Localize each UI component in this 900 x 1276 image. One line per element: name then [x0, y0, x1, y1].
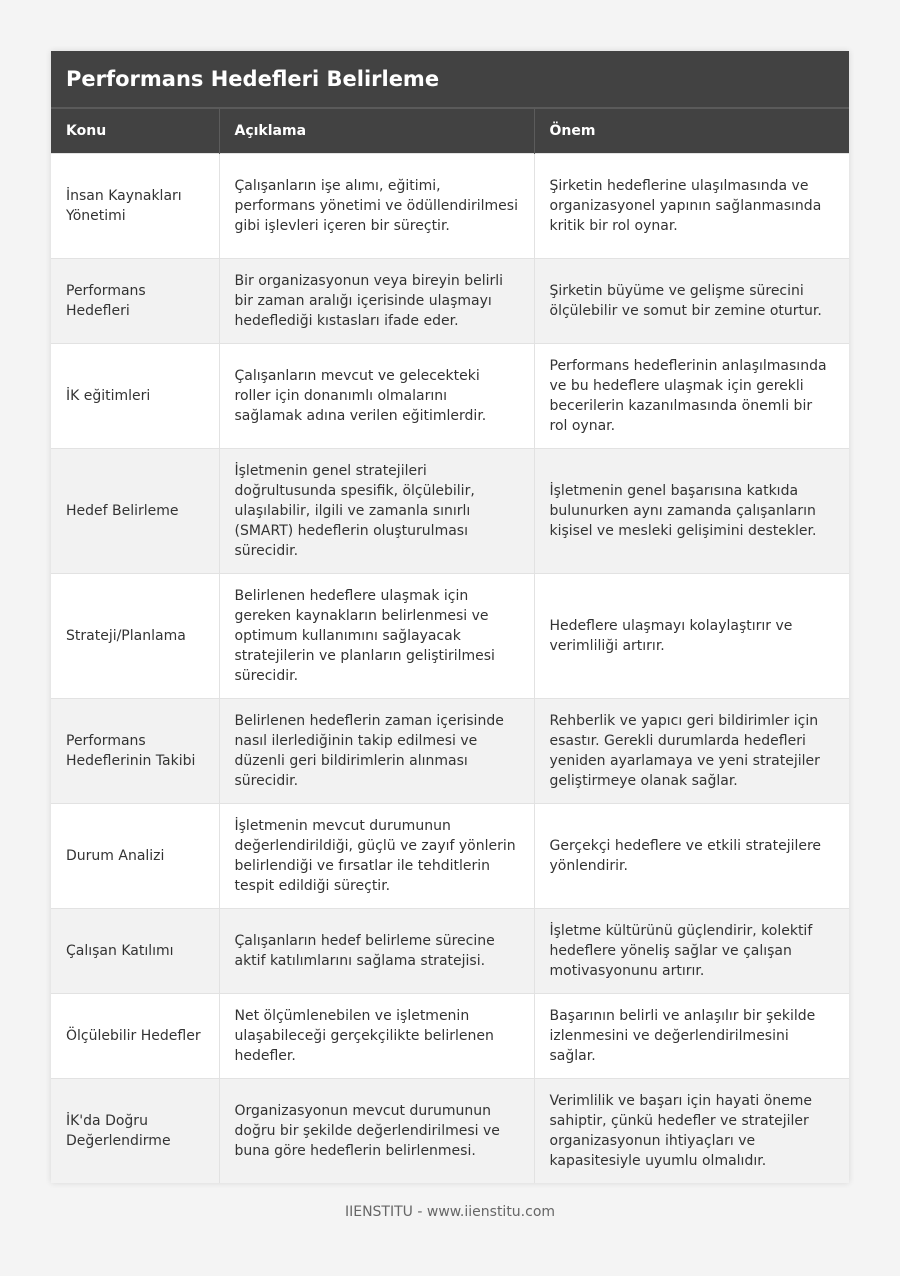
cell-aciklama: Bir organizasyonun veya bireyin belirli bir zaman aralığı içerisinde ulaşmayı hedeflediği kıstasları ifade eder.	[219, 259, 534, 344]
cell-aciklama: Çalışanların mevcut ve gelecekteki roller için donanımlı olmalarını sağlamak adına verilen eğitimlerdir.	[219, 344, 534, 449]
column-header-onem: Önem	[534, 109, 849, 154]
table-row	[51, 344, 849, 449]
table-row	[51, 1079, 849, 1184]
table-row	[51, 154, 849, 259]
table-row	[51, 909, 849, 994]
cell-aciklama: İşletmenin mevcut durumunun değerlendirildiği, güçlü ve zayıf yönlerin belirlendiği ve fırsatlar ile tehditlerin tespit edildiği süreçtir.	[219, 804, 534, 909]
cell-onem: Şirketin hedeflerine ulaşılmasında ve organizasyonel yapının sağlanmasında kritik bir rol oynar.	[534, 154, 849, 259]
content-card	[51, 51, 849, 1183]
cell-konu: Hedef Belirleme	[51, 449, 219, 574]
cell-onem: İşletmenin genel başarısına katkıda bulunurken aynı zamanda çalışanların kişisel ve mesleki gelişimini destekler.	[534, 449, 849, 574]
cell-onem: Başarının belirli ve anlaşılır bir şekilde izlenmesini ve değerlendirilmesini sağlar.	[534, 994, 849, 1079]
table-row	[51, 804, 849, 909]
column-header-konu: Konu	[51, 109, 219, 154]
table-row	[51, 449, 849, 574]
table-header-row	[51, 109, 849, 154]
cell-onem: Rehberlik ve yapıcı geri bildirimler için esastır. Gerekli durumlarda hedefleri yeniden ayarlamaya ve yeni stratejiler geliştirmeye olanak sağlar.	[534, 699, 849, 804]
cell-konu: Durum Analizi	[51, 804, 219, 909]
goals-table	[51, 109, 849, 1183]
page-title: Performans Hedefleri Belirleme	[51, 51, 849, 109]
cell-aciklama: Belirlenen hedeflere ulaşmak için gereken kaynakların belirlenmesi ve optimum kullanımını sağlayacak stratejilerin ve planların geliştirilmesi sürecidir.	[219, 574, 534, 699]
cell-konu: Performans Hedefleri	[51, 259, 219, 344]
cell-onem: Performans hedeflerinin anlaşılmasında ve bu hedeflere ulaşmak için gerekli becerilerin kazanılmasında önemli bir rol oynar.	[534, 344, 849, 449]
cell-konu: İnsan Kaynakları Yönetimi	[51, 154, 219, 259]
cell-aciklama: Çalışanların işe alımı, eğitimi, performans yönetimi ve ödüllendirilmesi gibi işlevleri içeren bir süreçtir.	[219, 154, 534, 259]
cell-aciklama: Çalışanların hedef belirleme sürecine aktif katılımlarını sağlama stratejisi.	[219, 909, 534, 994]
table-row	[51, 574, 849, 699]
cell-aciklama: İşletmenin genel stratejileri doğrultusunda spesifik, ölçülebilir, ulaşılabilir, ilgili ve zamanla sınırlı (SMART) hedeflerin oluşturulması sürecidir.	[219, 449, 534, 574]
cell-onem: İşletme kültürünü güçlendirir, kolektif hedeflere yöneliş sağlar ve çalışan motivasyonunu artırır.	[534, 909, 849, 994]
cell-konu: İK'da Doğru Değerlendirme	[51, 1079, 219, 1184]
cell-aciklama: Organizasyonun mevcut durumunun doğru bir şekilde değerlendirilmesi ve buna göre hedeflerin belirlenmesi.	[219, 1079, 534, 1184]
cell-konu: Strateji/Planlama	[51, 574, 219, 699]
cell-onem: Gerçekçi hedeflere ve etkili stratejilere yönlendirir.	[534, 804, 849, 909]
cell-aciklama: Net ölçümlenebilen ve işletmenin ulaşabileceği gerçekçilikte belirlenen hedefler.	[219, 994, 534, 1079]
table-row	[51, 699, 849, 804]
cell-onem: Verimlilik ve başarı için hayati öneme sahiptir, çünkü hedefler ve stratejiler organizasyonun ihtiyaçları ve kapasitesiyle uyumlu olmalıdır.	[534, 1079, 849, 1184]
cell-konu: İK eğitimleri	[51, 344, 219, 449]
cell-onem: Hedeflere ulaşmayı kolaylaştırır ve verimliliği artırır.	[534, 574, 849, 699]
cell-konu: Çalışan Katılımı	[51, 909, 219, 994]
cell-konu: Performans Hedeflerinin Takibi	[51, 699, 219, 804]
table-row	[51, 259, 849, 344]
cell-aciklama: Belirlenen hedeflerin zaman içerisinde nasıl ilerlediğinin takip edilmesi ve düzenli geri bildirimlerin alınması sürecidir.	[219, 699, 534, 804]
column-header-aciklama: Açıklama	[219, 109, 534, 154]
cell-onem: Şirketin büyüme ve gelişme sürecini ölçülebilir ve somut bir zemine oturtur.	[534, 259, 849, 344]
table-row	[51, 994, 849, 1079]
footer-credit: IIENSTITU - www.iienstitu.com	[344, 1204, 556, 1220]
cell-konu: Ölçülebilir Hedefler	[51, 994, 219, 1079]
